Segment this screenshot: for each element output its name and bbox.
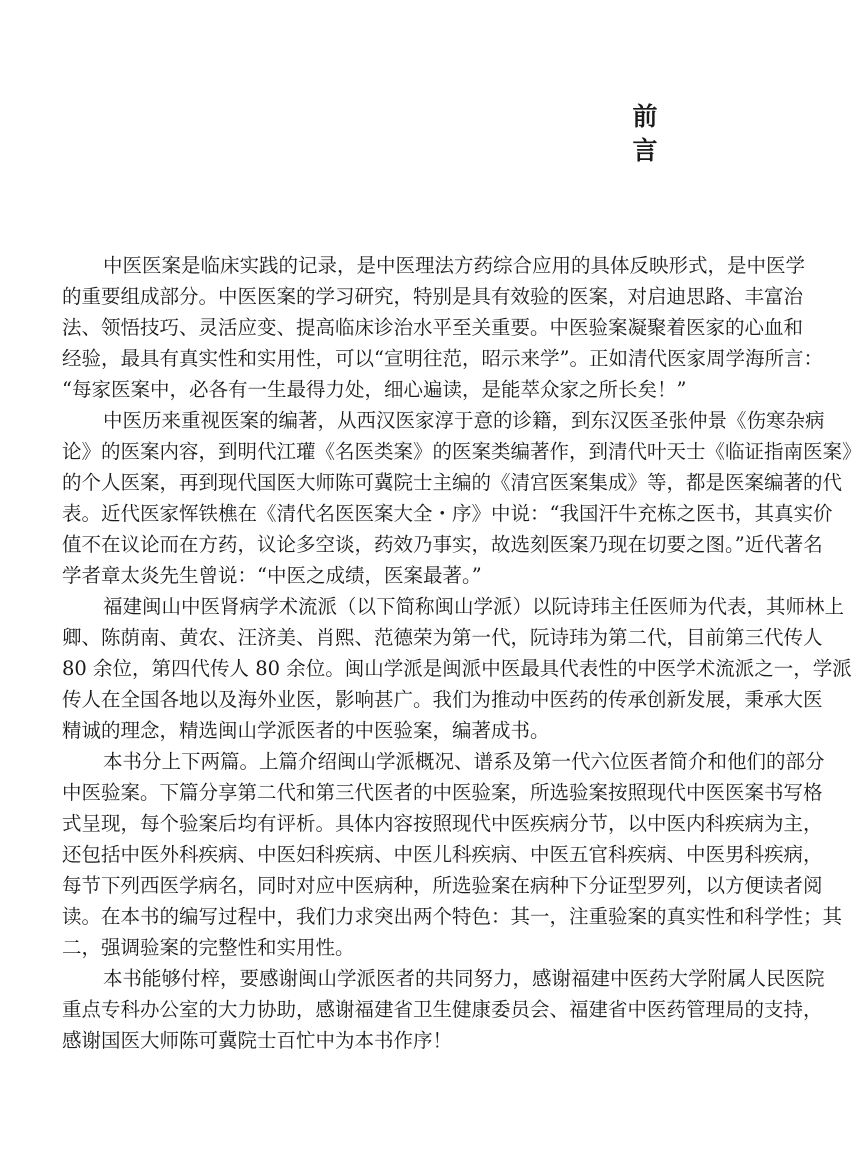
paragraph-line: 福建闽山中医肾病学术流派（以下简称闽山学派）以阮诗玮主任医师为代表，其师林上 <box>103 595 845 618</box>
paragraph-line: 论》的医案内容，到明代江瓘《名医类案》的医案类编著作，到清代叶天士《临证指南医案》 <box>62 440 862 463</box>
paragraph <box>62 963 825 1056</box>
paragraph-line: 还包括中医外科疾病、中医妇科疾病、中医儿科疾病、中医五官科疾病、中医男科疾病， <box>62 843 823 866</box>
page-title-char: 言 <box>632 136 658 165</box>
paragraph-line: 的个人医案，再到现代国医大师陈可冀院士主编的《清宫医案集成》等，都是医案编著的代 <box>62 471 843 494</box>
paragraph-line: 中医医案是临床实践的记录，是中医理法方药综合应用的具体反映形式，是中医学 <box>103 254 806 277</box>
paragraph-line: 中医历来重视医案的编著，从西汉医家淳于意的诊籍，到东汉医圣张仲景《伤寒杂病 <box>103 409 825 432</box>
paragraph-line: 传人在全国各地以及海外业医，影响甚广。我们为推动中医药的传承创新发展，秉承大医 <box>62 688 823 711</box>
paragraph-line: 表。近代医家恽铁樵在《清代名医医案大全・序》中说：“我国汗牛充栋之医书，其真实价 <box>62 502 833 525</box>
paragraph-line: 每节下列西医学病名，同时对应中医病种，所选验案在病种下分证型罗列，以方便读者阅 <box>62 874 823 897</box>
paragraph-line: 本书分上下两篇。上篇介绍闽山学派概况、谱系及第一代六位医者简介和他们的部分 <box>103 750 825 773</box>
paragraph-line: 值不在议论而在方药，议论多空谈，药效乃事实，故选刻医案乃现在切要之图。”近代著名 <box>62 533 823 556</box>
paragraph-line: 重点专科办公室的大力协助，感谢福建省卫生健康委员会、福建省中医药管理局的支持， <box>62 998 823 1021</box>
page-title-char: 前 <box>632 102 658 131</box>
paragraph-line: 的重要组成部分。中医医案的学习研究，特别是具有效验的医案，对启迪思路、丰富治 <box>62 285 804 308</box>
paragraph-line: 80 余位，第四代传人 80 余位。闽山学派是闽派中医最具代表性的中医学术流派之一，学派 <box>62 657 852 680</box>
paragraph-line: 经验，最具有真实性和实用性，可以“宣明往范，昭示来学”。正如清代医家周学海所言： <box>62 347 823 370</box>
paragraph-line: 二，强调验案的完整性和实用性。 <box>62 936 355 959</box>
paragraph-line: 式呈现，每个验案后均有评析。具体内容按照现代中医疾病分节，以中医内科疾病为主， <box>62 812 823 835</box>
paragraph-line: 中医验案。下篇分享第二代和第三代医者的中医验案，所选验案按照现代中医医案书写格 <box>62 781 823 804</box>
paragraph <box>62 591 852 746</box>
paragraph <box>62 405 862 591</box>
preface-body <box>62 250 862 1056</box>
paragraph <box>62 746 843 963</box>
paragraph-line: 卿、陈荫南、黄农、汪济美、肖熙、范德荣为第一代，阮诗玮为第二代，目前第三代传人 <box>62 626 823 649</box>
paragraph-line: 精诚的理念，精选闽山学派医者的中医验案，编著成书。 <box>62 719 550 742</box>
paragraph-line: 读。在本书的编写过程中，我们力求突出两个特色：其一，注重验案的真实性和科学性；其 <box>62 905 843 928</box>
page-title <box>630 100 660 168</box>
paragraph-line: “每家医案中，必各有一生最得力处，细心遍读，是能萃众家之所长矣！” <box>62 378 687 401</box>
paragraph-line: 法、领悟技巧、灵活应变、提高临床诊治水平至关重要。中医验案凝聚着医家的心血和 <box>62 316 804 339</box>
paragraph-line: 本书能够付梓，要感谢闽山学派医者的共同努力，感谢福建中医药大学附属人民医院 <box>103 967 825 990</box>
paragraph-line: 感谢国医大师陈可冀院士百忙中为本书作序！ <box>62 1029 453 1052</box>
paragraph-line: 学者章太炎先生曾说：“中医之成绩，医案最著。” <box>62 564 482 587</box>
paragraph <box>62 250 823 405</box>
